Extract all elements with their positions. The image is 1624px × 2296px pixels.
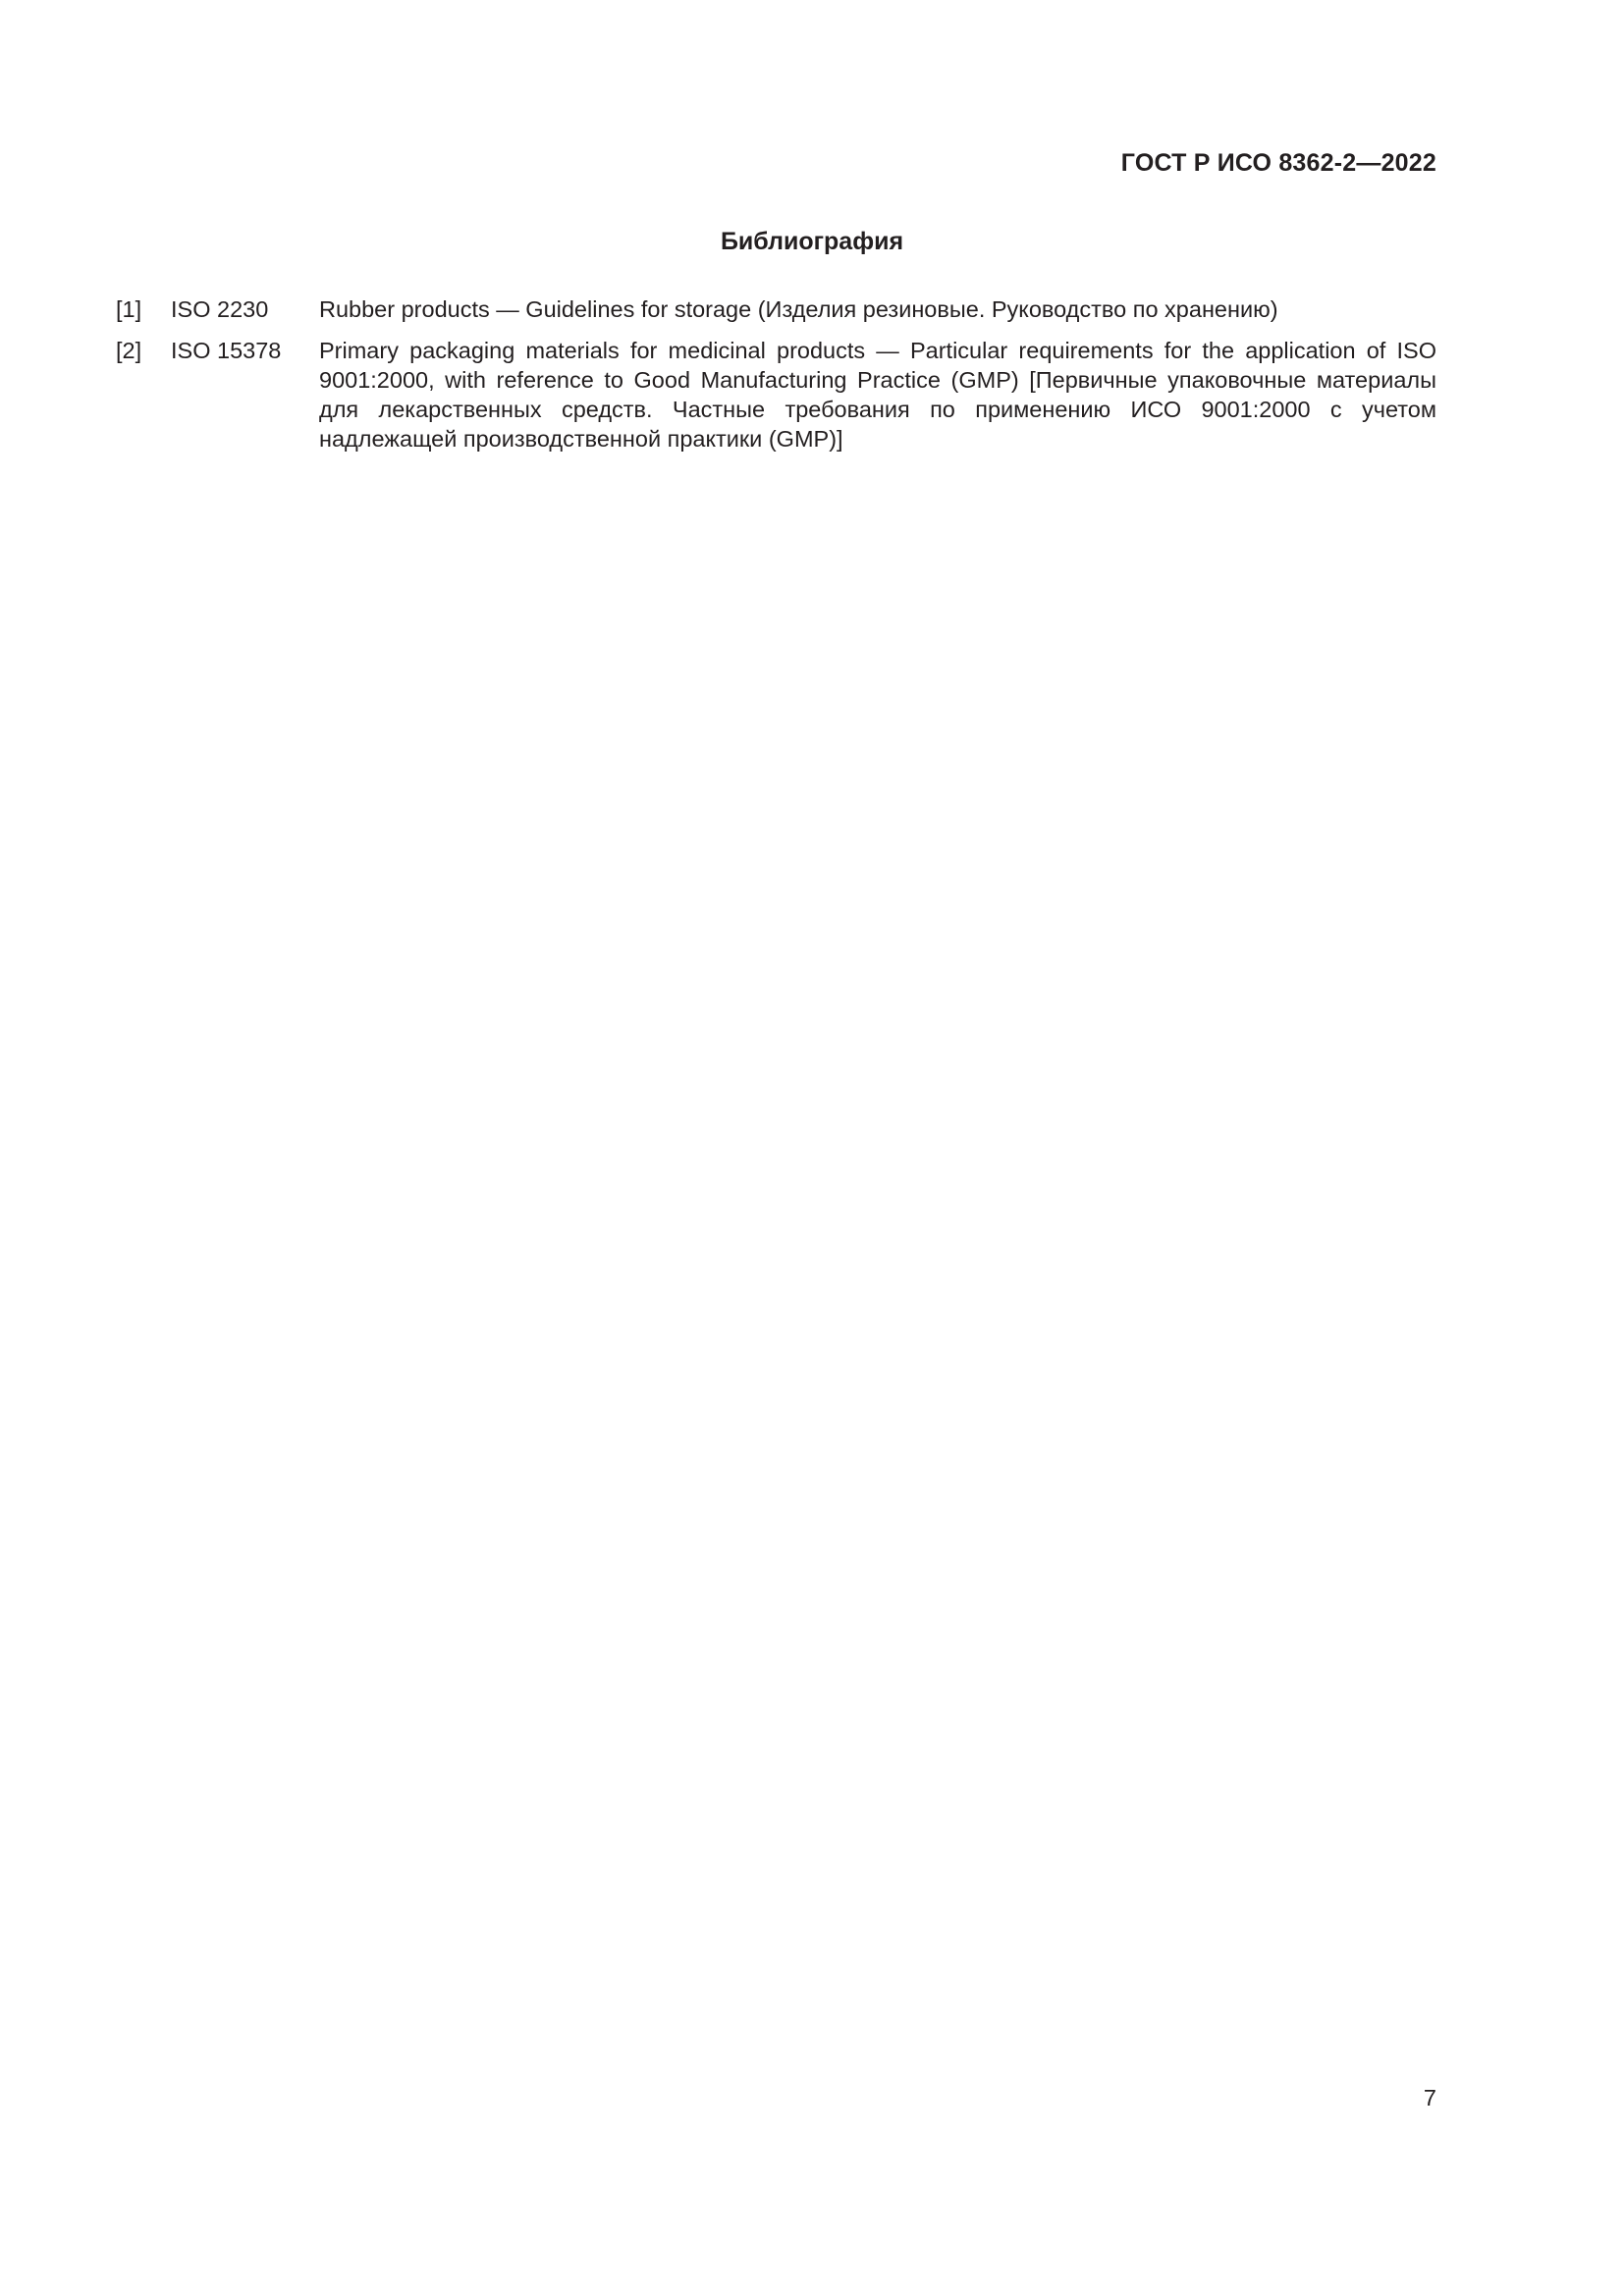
entry-description: Primary packaging materials for medicinal products — Particular requirements for the application of ISO 9001:2000, with reference to Good Manufacturing Practice (GMP) [Первичные упаковочные материалы для лекарственных средств. Частные требования по применению ИСО 9001:2000 с учетом надлежащей производственной практики (GMP)] — [319, 338, 1436, 452]
entry-standard-code: ISO 2230 — [171, 296, 269, 322]
entry-number: [1] — [116, 296, 142, 322]
bibliography-entry — [116, 336, 1436, 454]
entry-standard-code: ISO 15378 — [171, 338, 282, 363]
bibliography-list — [116, 294, 1436, 465]
entry-number: [2] — [116, 338, 142, 363]
document-standard-id: ГОСТ Р ИСО 8362-2—2022 — [1120, 149, 1436, 177]
page-number: 7 — [1423, 2085, 1436, 2110]
bibliography-entry — [116, 294, 1436, 324]
bibliography-heading: Библиография — [720, 228, 904, 255]
entry-description: Rubber products — Guidelines for storage (Изделия резиновые. Руководство по хранению) — [319, 296, 1278, 322]
